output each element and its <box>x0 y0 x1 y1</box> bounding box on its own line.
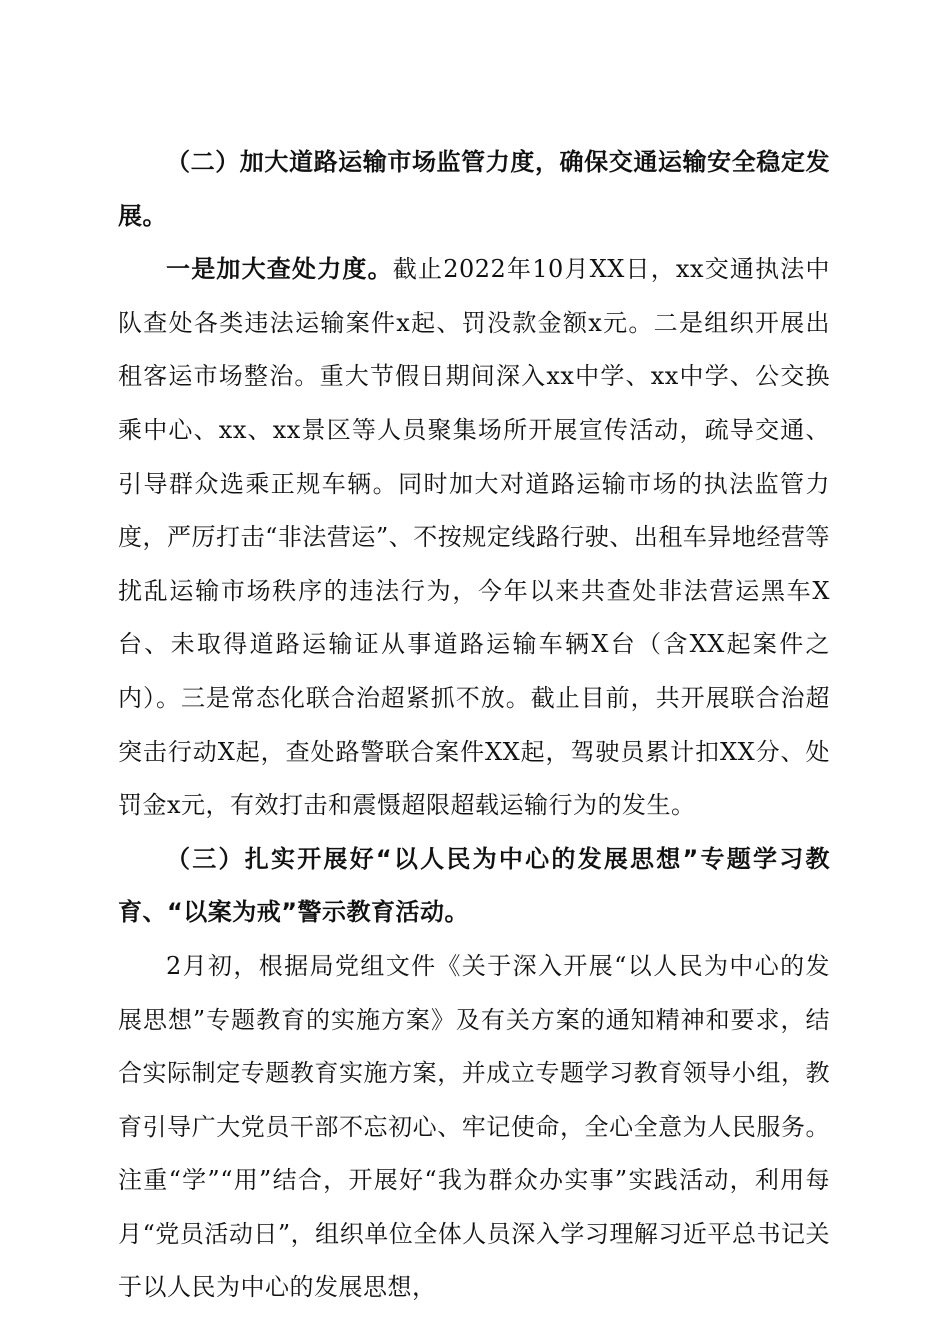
section-3-heading: （三）扎实开展好“以人民为中心的发展思想”专题学习教育、“以案为戒”警示教育活动。 <box>118 844 830 927</box>
section-3-body: 2月初，根据局党组文件《关于深入开展“以人民为中心的发展思想”专题教育的实施方案》及有关方案的通知精神和要求，结合实际制定专题教育实施方案，并成立专题学习教育领导小组，教育引导广大党员干部不忘初心、牢记使命，全心全意为人民服务。注重“学”“用”结合，开展好“我为群众办实事”实践活动，利用每月“党员活动日”，组织单位全体人员深入学习理解习近平总书记关于以人民为中心的发展思想， <box>118 951 830 1302</box>
document-body <box>118 136 830 1315</box>
section-2-paragraph <box>118 243 830 833</box>
section-2-lead: 一是加大查处力度。 <box>166 255 393 284</box>
section-2-heading: （二）加大道路运输市场监管力度，确保交通运输安全稳定发展。 <box>118 148 830 230</box>
section-2-body: 截止2022年10月XX日，xx交通执法中队查处各类违法运输案件x起、罚没款金额x元。二是组织开展出租客运市场整治。重大节假日期间深入xx中学、xx中学、公交换乘中心、xx、xx景区等人员聚集场所开展宣传活动，疏导交通、引导群众选乘正规车辆。同时加大对道路运输市场的执法监管力度，严厉打击“非法营运”、不按规定线路行驶、出租车异地经营等扰乱运输市场秩序的违法行为，今年以来共查处非法营运黑车X台、未取得道路运输证从事道路运输车辆X台（含XX起案件之内）。三是常态化联合治超紧抓不放。截止目前，共开展联合治超突击行动X起，查处路警联合案件XX起，驾驶员累计扣XX分、处罚金x元，有效打击和震慑超限超载运输行为的发生。 <box>118 255 831 820</box>
